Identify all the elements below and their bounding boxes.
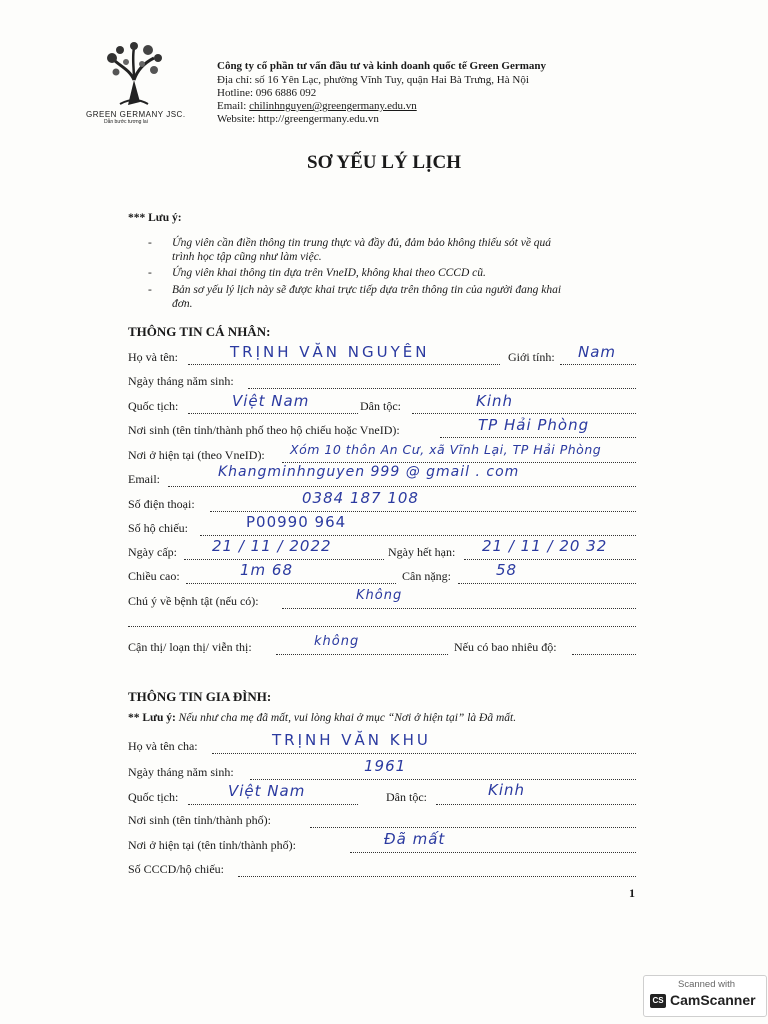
father-dob-label: Ngày tháng năm sinh: [128, 765, 234, 779]
father-residence-label: Nơi ở hiện tại (tên tỉnh/thành phố): [128, 838, 296, 852]
dotted-line [200, 535, 636, 536]
page-number: 1 [629, 886, 635, 900]
nationality-field[interactable]: Việt Nam [232, 392, 310, 410]
dotted-line [436, 804, 636, 805]
family-note-prefix: ** Lưu ý: [128, 712, 176, 724]
dotted-line [282, 608, 636, 609]
camscanner-brand: CamScanner [670, 992, 756, 1008]
ethnic-label: Dân tộc: [360, 399, 401, 413]
dotted-line [188, 364, 500, 365]
birthplace-field[interactable]: TP Hải Phòng [478, 416, 590, 434]
notice-item: đơn. [172, 298, 193, 310]
health-label: Chú ý về bệnh tật (nếu có): [128, 594, 259, 608]
issue-label: Ngày cấp: [128, 545, 177, 559]
name-label: Họ và tên: [128, 350, 178, 364]
notice-item: Ứng viên khai thông tin dựa trên VneID, không khai theo CCCD cũ. [172, 267, 486, 279]
dotted-line [128, 626, 636, 627]
personal-heading: THÔNG TIN CÁ NHÂN: [128, 324, 271, 339]
dotted-line [250, 779, 636, 780]
height-label: Chiều cao: [128, 569, 180, 583]
father-id-label: Số CCCD/hộ chiếu: [128, 862, 225, 876]
dotted-line [188, 804, 358, 805]
notice-item: Ứng viên cần điền thông tin trung thực và đầy đủ, đảm bảo không thiếu sót về quá [172, 237, 552, 249]
father-residence-field[interactable]: Đã mất [384, 830, 446, 848]
notice-heading: *** Lưu ý: [128, 212, 182, 224]
dotted-line [310, 827, 636, 828]
birthplace-label: Nơi sinh (tên tỉnh/thành phố theo hộ chiếu hoặc VneID): [128, 423, 400, 437]
passport-field[interactable]: P00990 964 [246, 513, 347, 531]
company-email [217, 100, 417, 113]
father-dob-field[interactable]: 1961 [364, 757, 407, 775]
expiry-label: Ngày hết hạn: [388, 545, 456, 559]
ethnic-field[interactable]: Kinh [476, 392, 514, 410]
camscanner-badge [643, 975, 767, 1017]
dotted-line [464, 559, 636, 560]
gender-field[interactable]: Nam [578, 343, 617, 361]
camscanner-logo-icon: CS [650, 994, 666, 1008]
phone-label: Số điện thoại: [128, 497, 195, 511]
dotted-line [248, 388, 636, 389]
notice-item: trình học tập cũng như làm việc. [172, 251, 322, 263]
dotted-line [210, 511, 636, 512]
degree-label: Nếu có bao nhiêu độ: [454, 640, 557, 654]
notice-bullet: - [148, 267, 152, 279]
issue-date-field[interactable]: 21 / 11 / 2022 [212, 537, 332, 555]
dotted-line [282, 462, 636, 463]
dob-label: Ngày tháng năm sinh: [128, 374, 234, 388]
dotted-line [238, 876, 636, 877]
family-heading: THÔNG TIN GIA ĐÌNH: [128, 689, 272, 704]
company-name: Công ty cổ phần tư vấn đầu tư và kinh doanh quốc tế Green Germany [217, 60, 546, 72]
dotted-line [458, 583, 636, 584]
dotted-line [440, 437, 636, 438]
camscanner-scanned-text: Scanned with [678, 979, 736, 990]
notice-bullet: - [148, 237, 152, 249]
email-label: Email: [128, 472, 160, 486]
dotted-line [186, 583, 396, 584]
health-field[interactable]: Không [356, 588, 403, 603]
page-title: SƠ YẾU LÝ LỊCH [307, 152, 461, 173]
company-email-link[interactable]: chilinhnguyen@greengermany.edu.vn [249, 100, 417, 112]
email-field[interactable]: Khangminhnguyen 999 @ gmail . com [218, 464, 520, 480]
dotted-line [276, 654, 448, 655]
dotted-line [212, 753, 636, 754]
name-field[interactable]: TRỊNH VĂN NGUYÊN [230, 343, 430, 361]
tree-logo-icon [90, 40, 190, 110]
company-website: Website: http://greengermany.edu.vn [217, 113, 379, 125]
height-field[interactable]: 1m 68 [240, 561, 294, 579]
weight-label: Cân nặng: [402, 569, 451, 583]
family-note [128, 712, 516, 724]
residence-field[interactable]: Xóm 10 thôn An Cư, xã Vĩnh Lại, TP Hải Phòng [290, 442, 602, 457]
passport-label: Số hộ chiếu: [128, 521, 188, 535]
dotted-line [188, 413, 358, 414]
dotted-line [168, 486, 636, 487]
father-label: Họ và tên cha: [128, 739, 198, 753]
notice-item: Bản sơ yếu lý lịch này sẽ được khai trực tiếp dựa trên thông tin của người đang khai [172, 284, 562, 296]
dotted-line [572, 654, 636, 655]
company-address: Địa chỉ: số 16 Yên Lạc, phường Vĩnh Tuy, quận Hai Bà Trưng, Hà Nội [217, 74, 529, 86]
dotted-line [184, 559, 384, 560]
eyes-label: Cận thị/ loạn thị/ viễn thị: [128, 640, 252, 654]
dotted-line [412, 413, 636, 414]
family-note-text: Nếu như cha mẹ đã mất, vui lòng khai ở mục “Nơi ở hiện tại” là Đã mất. [175, 712, 517, 724]
father-nationality-label: Quốc tịch: [128, 790, 179, 804]
weight-field[interactable]: 58 [496, 561, 518, 579]
father-ethnic-field[interactable]: Kinh [488, 781, 526, 799]
gender-label: Giới tính: [508, 350, 555, 364]
dotted-line [350, 852, 636, 853]
father-birthplace-label: Nơi sinh (tên tỉnh/thành phố): [128, 813, 271, 827]
nationality-label: Quốc tịch: [128, 399, 179, 413]
father-name-field[interactable]: TRỊNH VĂN KHU [272, 731, 431, 749]
residence-label: Nơi ở hiện tại (theo VneID): [128, 448, 265, 462]
eyes-field[interactable]: không [314, 634, 360, 649]
father-nationality-field[interactable]: Việt Nam [228, 782, 306, 800]
logo-slogan: Dẫn bước tương lai [104, 119, 148, 125]
notice-bullet: - [148, 284, 152, 296]
phone-field[interactable]: 0384 187 108 [302, 489, 419, 507]
company-email-label: Email: [217, 100, 250, 112]
father-ethnic-label: Dân tộc: [386, 790, 427, 804]
company-logo [86, 40, 190, 125]
expiry-date-field[interactable]: 21 / 11 / 20 32 [482, 537, 608, 555]
company-hotline: Hotline: 096 6886 092 [217, 87, 317, 99]
logo-text: GREEN GERMANY JSC. [86, 110, 186, 119]
dotted-line [560, 364, 636, 365]
